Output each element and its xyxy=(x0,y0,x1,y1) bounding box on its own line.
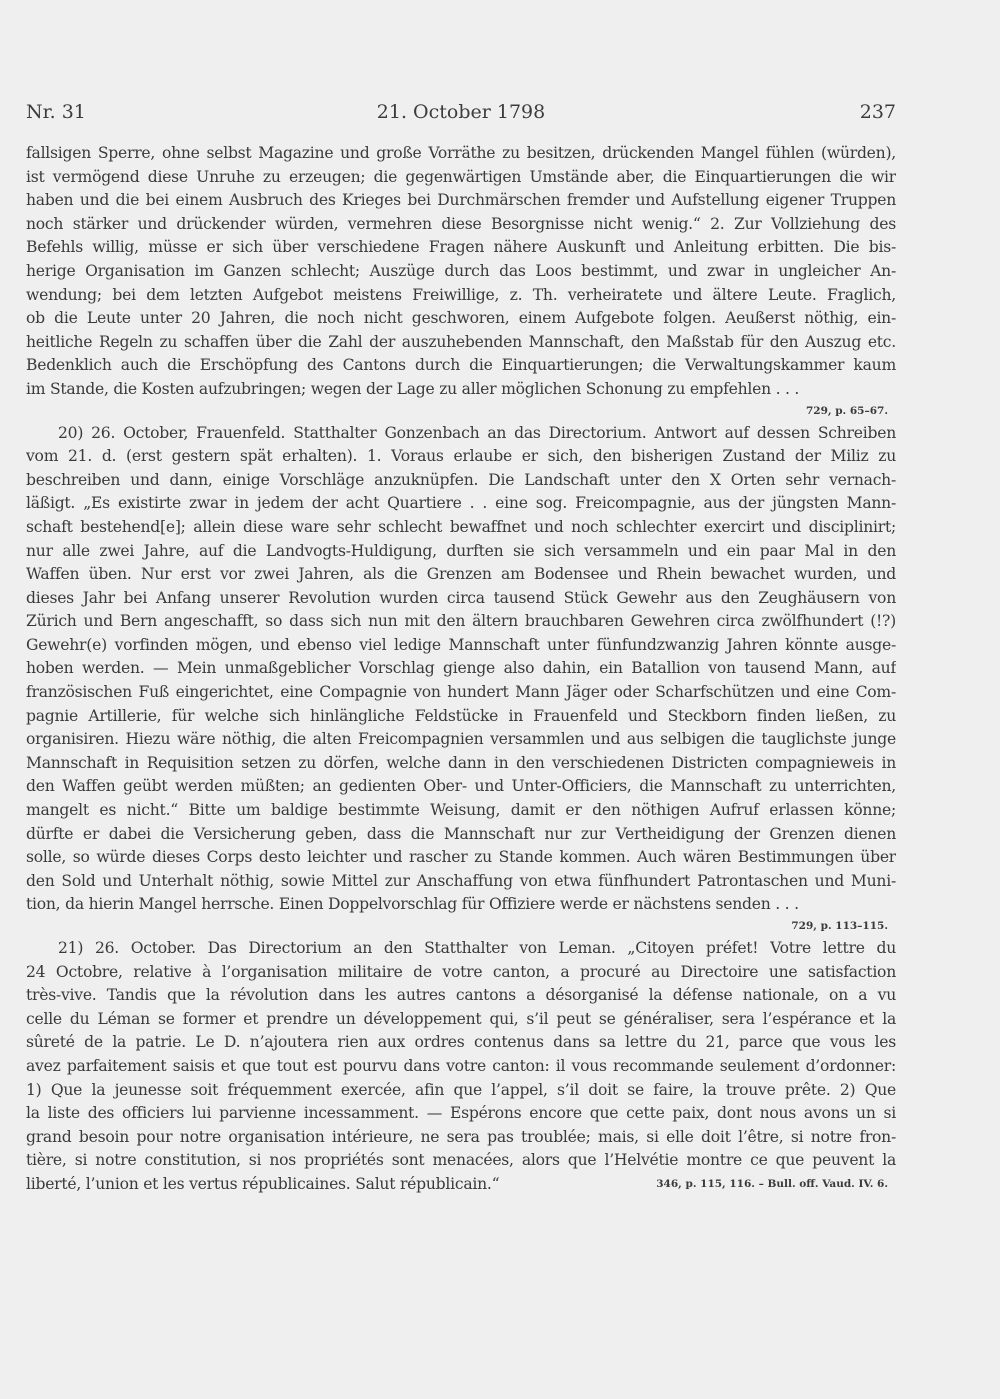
text-line: den Waffen geübt werden müßten; an gedienten Ober- und Unter-Officiers, die Mannschaft zu unterrichten, xyxy=(26,777,896,796)
text-line: solle, so würde dieses Corps desto leichter und rascher zu Stande kommen. Auch wären Bestimmungen über xyxy=(26,848,896,867)
header-date: 21. October 1798 xyxy=(376,101,546,123)
entry-21 xyxy=(26,937,896,1197)
text-line: 21) 26. October. Das Directorium an den Statthalter von Leman. „Citoyen préfet! Votre lettre du xyxy=(58,939,896,957)
source-reference: 729, p. 113–115. xyxy=(791,920,888,932)
source-reference: 729, p. 65–67. xyxy=(805,404,888,417)
text-line: 1) Que la jeunesse soit fréquemment exercée, afin que l’appel, s’il doit se faire, la trouve prête. 2) Que xyxy=(26,1080,896,1099)
header-page-number: 237 xyxy=(859,101,896,123)
entry-20 xyxy=(26,422,896,934)
last-text-line xyxy=(26,1173,896,1197)
text-line: sûreté de la patrie. Le D. n’ajoutera rien aux ordres contenus dans sa lettre du 21, parce que vous les xyxy=(26,1033,896,1052)
text-line: heitliche Regeln zu schaffen über die Zahl der auszuhebenden Mannschaft, den Maßstab für den Auszug etc. xyxy=(26,332,896,351)
text-line: vom 21. d. (erst gestern spät erhalten). 1. Voraus erlaube er sich, den bisherigen Zustand der Miliz zu xyxy=(26,447,896,466)
text-line: grand besoin pour notre organisation intérieure, ne sera pas troublée; mais, si elle doit l’être, si notre fron- xyxy=(26,1127,896,1146)
text-line: schaft bestehend[e]; allein diese ware sehr schlecht bewaffnet und noch schlechter exercirt und disciplinirt; xyxy=(26,517,896,536)
text-line: Zürich und Bern angeschafft, so dass sich nun mit den ältern brauchbaren Gewehren circa zwölfhundert (!?) xyxy=(26,612,896,631)
text-line: liberté, l’union et les vertus républicaines. Salut républicain.“ xyxy=(26,1174,500,1193)
page-body xyxy=(26,142,896,1197)
source-reference: 346, p. 115, 116. – Bull. off. Vaud. IV. 6. xyxy=(656,1177,888,1190)
text-line: wendung; bei dem letzten Aufgebot meistens Freiwillige, z. Th. verheiratete und ältere Leute. Fraglich, xyxy=(26,285,896,304)
text-line: tière, si notre constitution, si nos propriétés sont menacées, alors que l’Helvétie montre ce que peuvent la xyxy=(26,1151,896,1170)
text-line: Gewehr(e) vorfinden mögen, und ebenso viel ledige Mannschaft unter fünfundzwanzig Jahren könnte ausge- xyxy=(26,635,896,654)
text-line: Bedenklich auch die Erschöpfung des Cantons durch die Einquartierungen; die Verwaltungskammer kaum xyxy=(26,356,896,375)
paragraph-continuation xyxy=(26,142,896,419)
text-line: noch stärker und drückender würden, vermehren diese Besorgnisse nicht wenig.“ 2. Zur Vollziehung des xyxy=(26,214,896,233)
text-line: pagnie Artillerie, für welche sich hinlängliche Feldstücke in Frauenfeld und Steckborn finden ließen, zu xyxy=(26,706,896,725)
text-line: Mannschaft in Requisition setzen zu dörfen, welche dann in den verschiedenen Districten compagnieweis in xyxy=(26,753,896,772)
text-line: Waffen üben. Nur erst vor zwei Jahren, als die Grenzen am Bodensee und Rhein bewachet wurden, und xyxy=(26,565,896,584)
text-line: hoben werden. — Mein unmaßgeblicher Vorschlag gienge also dahin, ein Batallion von tausend Mann, auf xyxy=(26,659,896,678)
text-line: herige Organisation im Ganzen schlecht; Auszüge durch das Loos bestimmt, und zwar in ungleicher An- xyxy=(26,261,896,280)
text-line: im Stande, die Kosten aufzubringen; wegen der Lage zu aller möglichen Schonung zu empfehlen . . . xyxy=(26,379,800,398)
text-line: ist vermögend diese Unruhe zu erzeugen; die gegenwärtigen Umstände aber, die Einquartierungen die wir xyxy=(26,167,896,186)
text-line: ob die Leute unter 20 Jahren, die noch nicht geschworen, einem Aufgebote folgen. Aeußerst nöthig, ein- xyxy=(26,309,896,328)
header-document-number: Nr. 31 xyxy=(26,101,86,123)
text-line: tion, da hierin Mangel herrsche. Einen Doppelvorschlag für Offiziere werde er nächstens senden . . . xyxy=(26,895,799,914)
text-line: den Sold und Unterhalt nöthig, sowie Mittel zur Anschaffung von etwa fünfhundert Patrontaschen und Muni- xyxy=(26,871,896,890)
text-line: la liste des officiers lui parvienne incessamment. — Espérons encore que cette paix, dont nous avons un si xyxy=(26,1104,896,1123)
text-line: läßigt. „Es existirte zwar in jedem der acht Quartiere . . eine sog. Freicompagnie, aus der jüngsten Mann- xyxy=(26,494,896,513)
text-line: avez parfaitement saisis et que tout est pourvu dans votre canton: il vous recommande seulement d’ordonner: xyxy=(26,1056,896,1075)
text-line: Befehls willig, müsse er sich über verschiedene Fragen nähere Auskunft und Anleitung erbitten. Die bis- xyxy=(26,238,896,257)
text-line: celle du Léman se former et prendre un développement qui, s’il peut se généraliser, sera l’espérance et la xyxy=(26,1009,896,1028)
text-line: dürfte er dabei die Versicherung geben, dass die Mannschaft nur zur Vertheidigung der Grenzen dienen xyxy=(26,824,896,843)
text-line: haben und die bei einem Ausbruch des Krieges bei Durchmärschen fremder und Aufstellung eigener Truppen xyxy=(26,191,896,210)
text-line: mangelt es nicht.“ Bitte um baldige bestimmte Weisung, damit er den nöthigen Aufruf erlassen könne; xyxy=(26,801,896,820)
text-line: 20) 26. October, Frauenfeld. Statthalter Gonzenbach an das Directorium. Antwort auf dessen Schreiben xyxy=(58,423,896,442)
text-line: très-vive. Tandis que la révolution dans les autres cantons a désorganisé la défense nationale, on a vu xyxy=(26,986,896,1005)
text-line: 24 Octobre, relative à l’organisation militaire de votre canton, a procuré au Directoire une satisfaction xyxy=(26,962,896,981)
text-line: nur alle zwei Jahre, auf die Landvogts-Huldigung, durften sie sich versammeln und ein paar Mal in den xyxy=(26,541,896,560)
page-header xyxy=(26,101,896,127)
text-line: fallsigen Sperre, ohne selbst Magazine und große Vorräthe zu besitzen, drückenden Mangel fühlen (würden), xyxy=(26,144,896,162)
text-line: beschreiben und dann, einige Vorschläge anzuknüpfen. Die Landschaft unter den X Orten sehr vernach- xyxy=(26,470,896,489)
text-line: französischen Fuß eingerichtet, eine Compagnie von hundert Mann Jäger oder Scharfschützen und eine Com- xyxy=(26,683,896,702)
text-line: organisiren. Hiezu wäre nöthig, die alten Freicompagnien versammlen und aus selbigen die tauglichste junge xyxy=(26,730,896,749)
text-line: dieses Jahr bei Anfang unserer Revolution wurden circa tausend Stück Gewehr aus den Zeughäusern von xyxy=(26,588,896,607)
